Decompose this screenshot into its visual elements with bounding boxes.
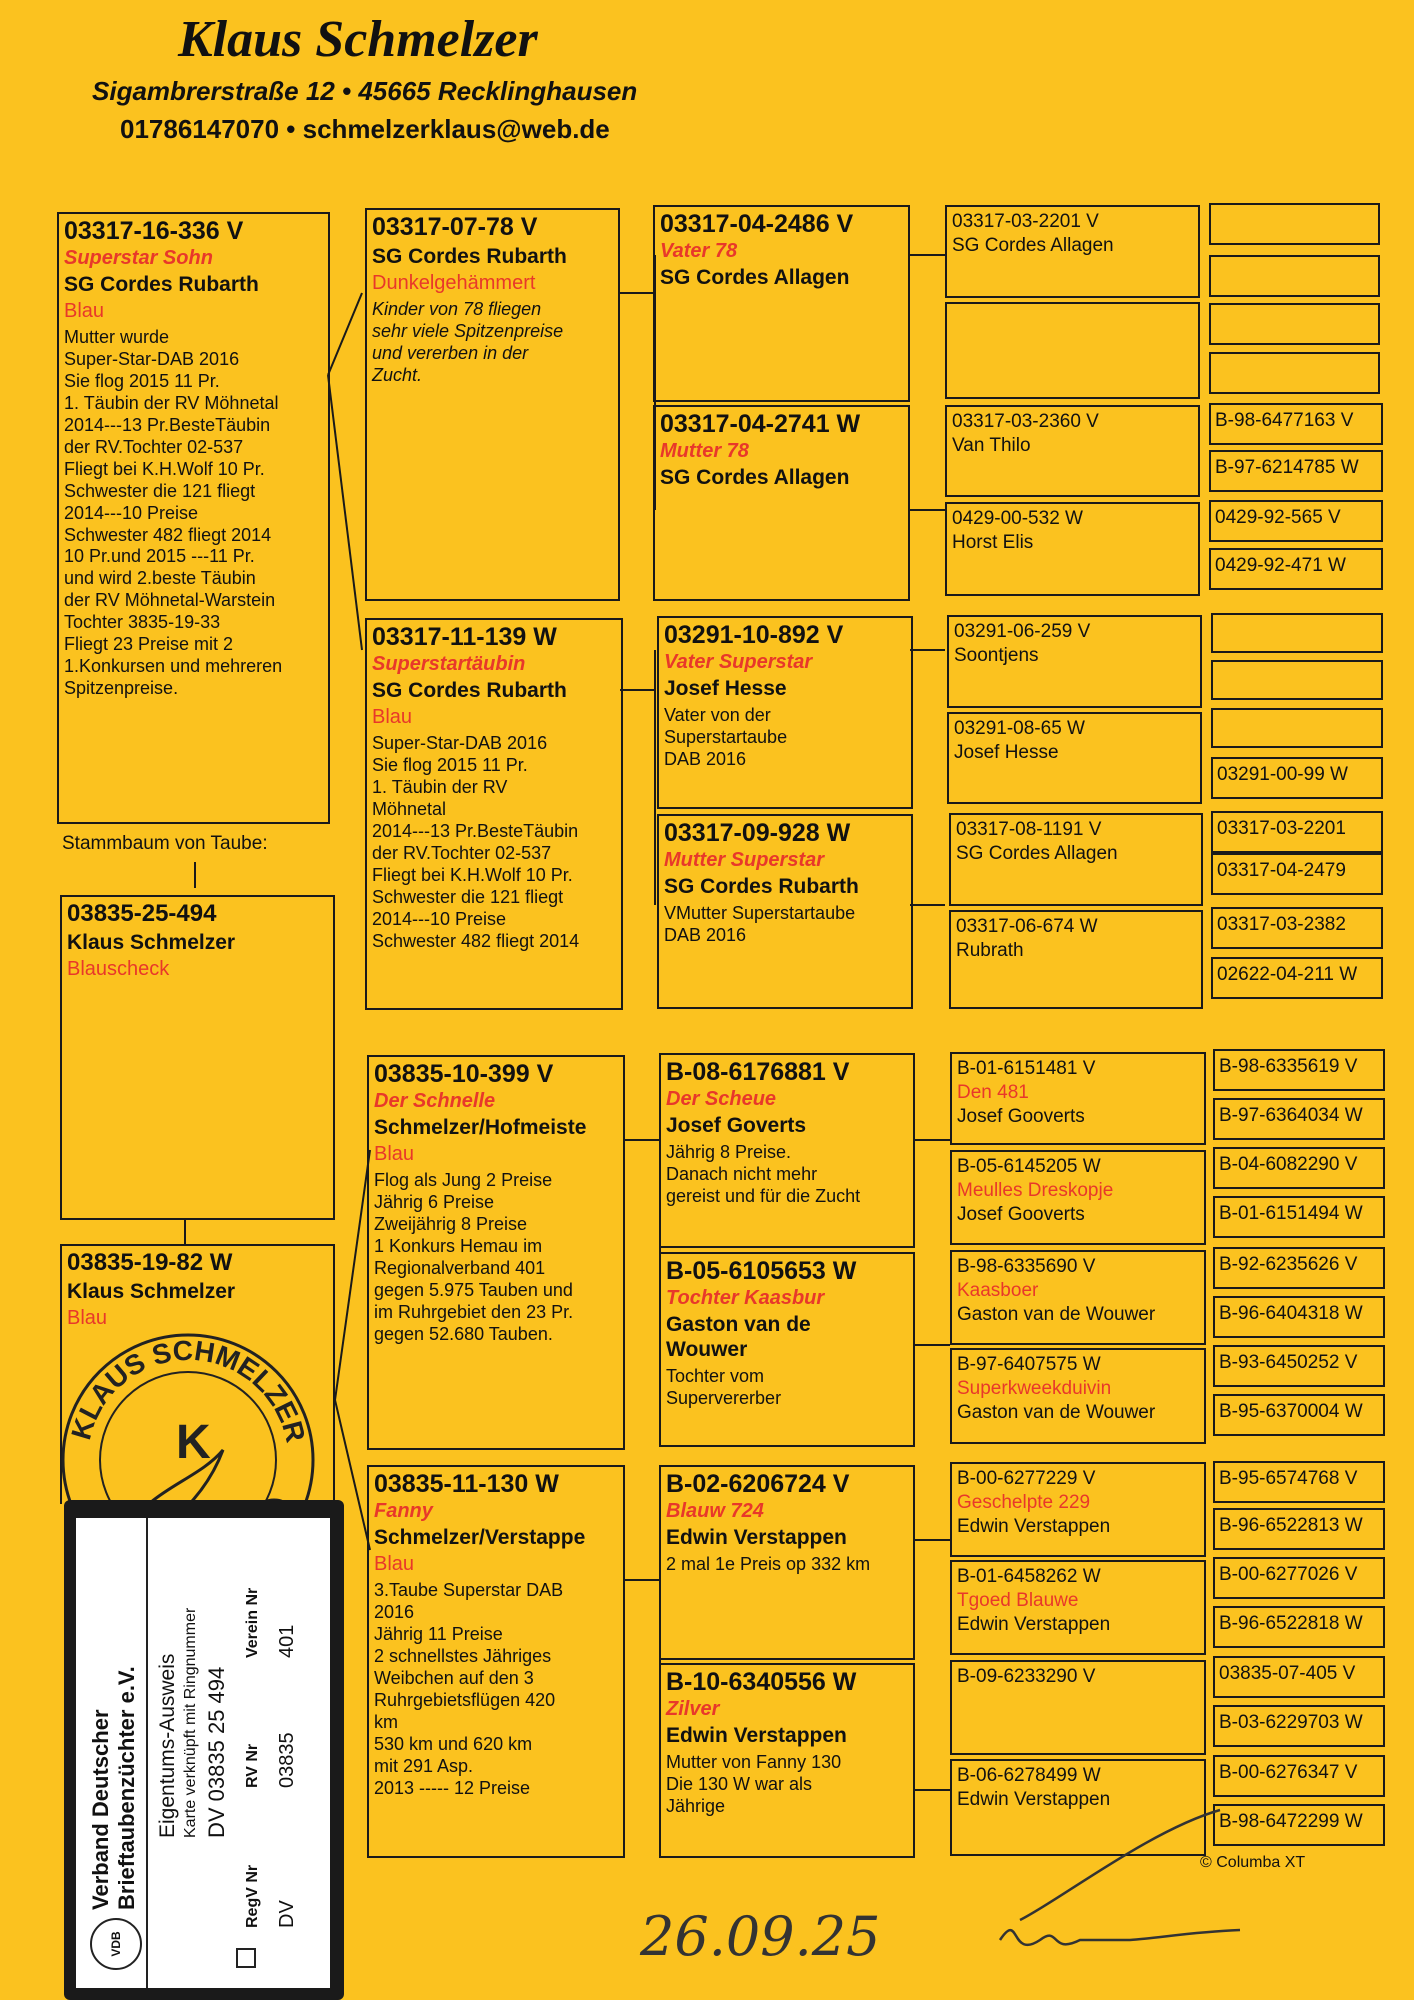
gen5-box: B-98-6477163 V [1209, 403, 1383, 445]
ggp-name: Tgoed Blauwe [957, 1589, 1079, 1611]
grandparent-ring: 03291-10-892 V [664, 621, 844, 649]
grandparent-ring: B-08-6176881 V [666, 1058, 850, 1086]
parent-color: Blau [372, 705, 413, 728]
ggp-ring: B-97-6407575 W [957, 1354, 1101, 1375]
gen5-box [1211, 660, 1383, 700]
parent-notes: 3.Taube Superstar DAB 2016 Jährig 11 Preise 2 schnellstes Jähriges Weibchen auf den 3 Ruhrgebietsflügen 420 km 530 km und 620 km mit 291 Asp. 2013 ----- 12 Preise [374, 1579, 564, 1798]
grandparent-breeder: SG Cordes Allagen [660, 265, 850, 289]
ggp-name: Kaasboer [957, 1279, 1039, 1301]
ggp-breeder: Josef Gooverts [957, 1105, 1085, 1127]
ggp-ring: 03291-06-259 V [954, 621, 1091, 642]
card-rv-header: RV Nr [244, 1743, 261, 1788]
gen5-box: B-96-6404318 W [1213, 1296, 1385, 1338]
great-grandparent-box [945, 302, 1200, 399]
pedigree-label: Stammbaum von Taube: [62, 833, 268, 854]
second-pigeon-box [60, 895, 335, 1220]
grandparent-notes: Mutter von Fanny 130 Die 130 W war als Jährige [666, 1751, 842, 1816]
main-pigeon-box [57, 212, 330, 824]
great-grandparent-box [950, 1348, 1206, 1444]
gen5-box: 03317-03-2201 [1211, 811, 1383, 853]
copyright: © Columba XT [1200, 1854, 1306, 1871]
ggp-breeder: Horst Elis [952, 531, 1034, 553]
ggp-breeder: Van Thilo [952, 434, 1031, 456]
card-org-line1: Verband Deutscher [88, 1709, 113, 1910]
ggp-name: Meulles Dreskopje [957, 1179, 1114, 1201]
grandparent-notes: Jährig 8 Preise. Danach nicht mehr gereist und für die Zucht [666, 1141, 861, 1206]
gen5-box: B-03-6229703 W [1213, 1705, 1385, 1747]
grandparent-notes: Vater von der Superstartaube DAB 2016 [664, 704, 788, 769]
grandparent-name: Tochter Kaasbur [666, 1286, 825, 1309]
grandparent-breeder: SG Cordes Rubarth [664, 874, 859, 898]
great-grandparent-box [945, 405, 1200, 497]
second-pigeon-color: Blauscheck [67, 957, 170, 980]
card-rv-value: 03835 [276, 1732, 298, 1788]
ggp-ring: B-05-6145205 W [957, 1156, 1101, 1177]
great-grandparent-box [949, 910, 1203, 1009]
parent-ring: 03835-10-399 V [374, 1060, 554, 1088]
handwritten-date: 26.09.25 [640, 1905, 881, 1968]
grandparent-breeder: Edwin Verstappen [666, 1525, 847, 1549]
parent-name: Der Schnelle [374, 1089, 496, 1112]
great-grandparent-box [947, 615, 1202, 708]
signature-icon [980, 1790, 1280, 1980]
stamp-k: K [176, 1416, 211, 1469]
parent-name: Fanny [374, 1499, 433, 1522]
main-pigeon-ring: 03317-16-336 V [64, 217, 244, 245]
parent-breeder: SG Cordes Rubarth [372, 244, 567, 268]
ggp-breeder: Gaston van de Wouwer [957, 1303, 1156, 1325]
parent-box [365, 618, 623, 1010]
third-pigeon-ring: 03835-19-82 W [67, 1249, 233, 1276]
ggp-breeder: SG Cordes Allagen [956, 842, 1118, 864]
ggp-ring: B-09-6233290 V [957, 1666, 1096, 1687]
parent-box [365, 208, 620, 601]
second-pigeon-ring: 03835-25-494 [67, 900, 217, 927]
grandparent-box [659, 1465, 915, 1660]
grandparent-ring: B-10-6340556 W [666, 1668, 857, 1696]
gen5-box [1211, 613, 1383, 653]
gen5-box: B-97-6364034 W [1213, 1098, 1385, 1140]
grandparent-name: Vater 78 [660, 239, 738, 262]
card-org-line2: Brieftaubenzüchter e.V. [114, 1666, 139, 1910]
gen5-box [1209, 352, 1380, 394]
great-grandparent-box [950, 1150, 1206, 1245]
vdb-logo: VDB [90, 1918, 142, 1970]
grandparent-notes: 2 mal 1e Preis op 332 km [666, 1553, 871, 1574]
gen5-box: B-98-6472299 W [1213, 1804, 1385, 1846]
gen5-box: B-04-6082290 V [1213, 1147, 1385, 1189]
card-ring-number: DV 03835 25 494 [204, 1666, 229, 1838]
breeder-address: Sigambrerstraße 12 • 45665 Recklinghausen [92, 76, 638, 106]
main-pigeon-color: Blau [64, 299, 105, 322]
parent-color: Dunkelgehämmert [372, 271, 536, 294]
gen5-box: 03317-04-2479 [1211, 853, 1383, 895]
gen5-box [1209, 303, 1380, 345]
grandparent-ring: 03317-04-2741 W [660, 410, 861, 438]
parent-notes: Kinder von 78 fliegen sehr viele Spitzenpreise und vererben in der Zucht. [372, 298, 564, 385]
ggp-ring: B-98-6335690 V [957, 1256, 1096, 1277]
great-grandparent-box [945, 502, 1200, 596]
ggp-breeder: Gaston van de Wouwer [957, 1401, 1156, 1423]
grandparent-name: Zilver [666, 1697, 720, 1720]
gen5-box: B-95-6574768 V [1213, 1461, 1385, 1503]
grandparent-box [653, 205, 910, 402]
great-grandparent-box [950, 1462, 1206, 1557]
parent-notes: Super-Star-DAB 2016 Sie flog 2015 11 Pr. 1. Täubin der RV Möhnetal 2014---13 Pr.BesteTäubin der RV.Tochter 02-537 Fliegt bei K.H.Wolf 10 Pr. Schwester die 121 fliegt 2014---10 Preise Schwester 482 fliegt 2014 [372, 732, 580, 951]
parent-box [367, 1055, 625, 1450]
grandparent-name: Der Scheue [666, 1087, 777, 1110]
gen5-box: B-97-6214785 W [1209, 450, 1383, 492]
gen5-box [1209, 203, 1380, 245]
grandparent-name: Mutter Superstar [664, 848, 825, 871]
ggp-ring: 03291-08-65 W [954, 718, 1085, 739]
grandparent-ring: 03317-04-2486 V [660, 210, 854, 238]
ggp-ring: 03317-03-2360 V [952, 411, 1099, 432]
gen5-box: B-96-6522813 W [1213, 1508, 1385, 1550]
parent-ring: 03317-11-139 W [372, 623, 557, 651]
parent-ring: 03835-11-130 W [374, 1470, 559, 1498]
gen5-box: B-92-6235626 V [1213, 1247, 1385, 1289]
parent-color: Blau [374, 1552, 415, 1575]
ggp-ring: B-01-6458262 W [957, 1566, 1101, 1587]
ggp-breeder: Josef Gooverts [957, 1203, 1085, 1225]
card-verein-value: 401 [276, 1624, 298, 1658]
great-grandparent-box [945, 205, 1200, 298]
ggp-breeder: Rubrath [956, 939, 1024, 961]
grandparent-name: Blauw 724 [666, 1499, 764, 1522]
stamp-text: KLAUS SCHMELZER [65, 1334, 312, 1446]
grandparent-breeder: Josef Goverts [666, 1113, 807, 1137]
grandparent-breeder: Josef Hesse [664, 676, 787, 700]
gen5-box: B-95-6370004 W [1213, 1394, 1385, 1436]
grandparent-ring: B-05-6105653 W [666, 1257, 857, 1285]
parent-breeder: SG Cordes Rubarth [372, 678, 567, 702]
grandparent-ring: B-02-6206724 V [666, 1470, 850, 1498]
ggp-ring: B-01-6151481 V [957, 1058, 1096, 1079]
parent-breeder: Schmelzer/Verstappe [374, 1525, 586, 1549]
second-pigeon-breeder: Klaus Schmelzer [67, 930, 236, 954]
gen5-box: 03317-03-2382 [1211, 907, 1383, 949]
gen5-box: B-01-6151494 W [1213, 1196, 1385, 1238]
parent-name: Superstartäubin [372, 652, 526, 675]
gen5-box: B-96-6522818 W [1213, 1606, 1385, 1648]
grandparent-notes: Tochter vom Supervererber [666, 1366, 782, 1409]
grandparent-box [659, 1252, 915, 1447]
grandparent-breeder: Gaston van de Wouwer [666, 1312, 811, 1361]
ggp-breeder: SG Cordes Allagen [952, 234, 1114, 256]
ggp-name: Superkweekduivin [957, 1377, 1112, 1399]
ggp-breeder: Edwin Verstappen [957, 1788, 1111, 1810]
ggp-name: Den 481 [957, 1081, 1029, 1103]
grandparent-ring: 03317-09-928 W [664, 819, 851, 847]
great-grandparent-box [950, 1560, 1206, 1655]
card-subtitle: Karte verknüpft mit Ringnummer [182, 1607, 199, 1838]
card-regv-value: DV [276, 1900, 298, 1928]
ggp-ring: 03317-06-674 W [956, 916, 1098, 937]
ggp-ring: B-06-6278499 W [957, 1765, 1101, 1786]
card-regv-header: RegV Nr [244, 1864, 261, 1928]
gen5-box: B-98-6335619 V [1213, 1049, 1385, 1091]
ggp-breeder: Edwin Verstappen [957, 1613, 1111, 1635]
gen5-box: B-00-6276347 V [1213, 1755, 1385, 1797]
ggp-breeder: Josef Hesse [954, 741, 1059, 763]
parent-ring: 03317-07-78 V [372, 213, 538, 241]
ggp-breeder: Edwin Verstappen [957, 1515, 1111, 1537]
main-pigeon-breeder: SG Cordes Rubarth [64, 272, 259, 296]
ggp-name: Geschelpte 229 [957, 1491, 1091, 1513]
breeder-contact: 01786147070 • schmelzerklaus@web.de [120, 114, 610, 144]
gen5-box: 03291-00-99 W [1211, 757, 1383, 799]
ownership-card-inner [76, 1518, 330, 1988]
great-grandparent-box [950, 1660, 1206, 1755]
main-pigeon-notes: Mutter wurde Super-Star-DAB 2016 Sie flog 2015 11 Pr. 1. Täubin der RV Möhnetal 2014---13 Pr.BesteTäubin der RV.Tochter 02-537 Fliegt bei K.H.Wolf 10 Pr. Schwester die 121 fliegt 2014---10 Preise Schwester 482 fliegt 2014 10 Pr.und 2015 ---11 Pr. und wird 2.beste Täubin der RV Möhnetal-Warstein Tochter 3835-19-33 Fliegt 23 Preise mit 2 1.Konkursen und mehreren Spitzenpreise. [64, 326, 283, 699]
grandparent-box [659, 1663, 915, 1858]
great-grandparent-box [949, 813, 1203, 906]
gen5-box: 0429-92-471 W [1209, 548, 1383, 590]
grandparent-notes: VMutter Superstartaube DAB 2016 [664, 902, 856, 945]
third-pigeon-color: Blau [67, 1306, 108, 1329]
gen5-box: B-00-6277026 V [1213, 1557, 1385, 1599]
card-title: Eigentums-Ausweis [156, 1653, 179, 1838]
grandparent-box [653, 405, 910, 601]
grandparent-box [659, 1053, 915, 1248]
grandparent-box [657, 616, 913, 809]
gen5-box [1211, 708, 1383, 748]
card-verein-header: Verein Nr [244, 1587, 261, 1658]
great-grandparent-box [950, 1052, 1206, 1145]
gen5-box [1209, 255, 1380, 297]
ggp-ring: 03317-08-1191 V [956, 819, 1102, 840]
breeder-name: Klaus Schmelzer [178, 11, 538, 68]
parent-breeder: Schmelzer/Hofmeiste [374, 1115, 587, 1139]
parent-box [367, 1465, 625, 1858]
ggp-ring: 0429-00-532 W [952, 508, 1083, 529]
ggp-breeder: Soontjens [954, 644, 1039, 666]
parent-notes: Flog als Jung 2 Preise Jährig 6 Preise Zweijährig 8 Preise 1 Konkurs Hemau im Regionalverband 401 gegen 5.975 Tauben und im Ruhrgebiet den 23 Pr. gegen 52.680 Tauben. [374, 1169, 574, 1344]
gen5-box: 0429-92-565 V [1209, 500, 1383, 542]
grandparent-name: Vater Superstar [664, 650, 813, 673]
grandparent-breeder: Edwin Verstappen [666, 1723, 847, 1747]
grandparent-breeder: SG Cordes Allagen [660, 465, 850, 489]
ggp-ring: 03317-03-2201 V [952, 211, 1099, 232]
great-grandparent-box [950, 1250, 1206, 1345]
gen5-box: B-93-6450252 V [1213, 1345, 1385, 1387]
ownership-card [64, 1500, 344, 2000]
grandparent-name: Mutter 78 [660, 439, 749, 462]
parent-color: Blau [374, 1142, 415, 1165]
ggp-ring: B-00-6277229 V [957, 1468, 1096, 1489]
grandparent-box [657, 814, 913, 1009]
gen5-box: 02622-04-211 W [1211, 957, 1383, 999]
main-pigeon-name: Superstar Sohn [64, 246, 213, 269]
third-pigeon-breeder: Klaus Schmelzer [67, 1279, 236, 1303]
great-grandparent-box [947, 712, 1202, 804]
gen5-box: 03835-07-405 V [1213, 1656, 1385, 1698]
